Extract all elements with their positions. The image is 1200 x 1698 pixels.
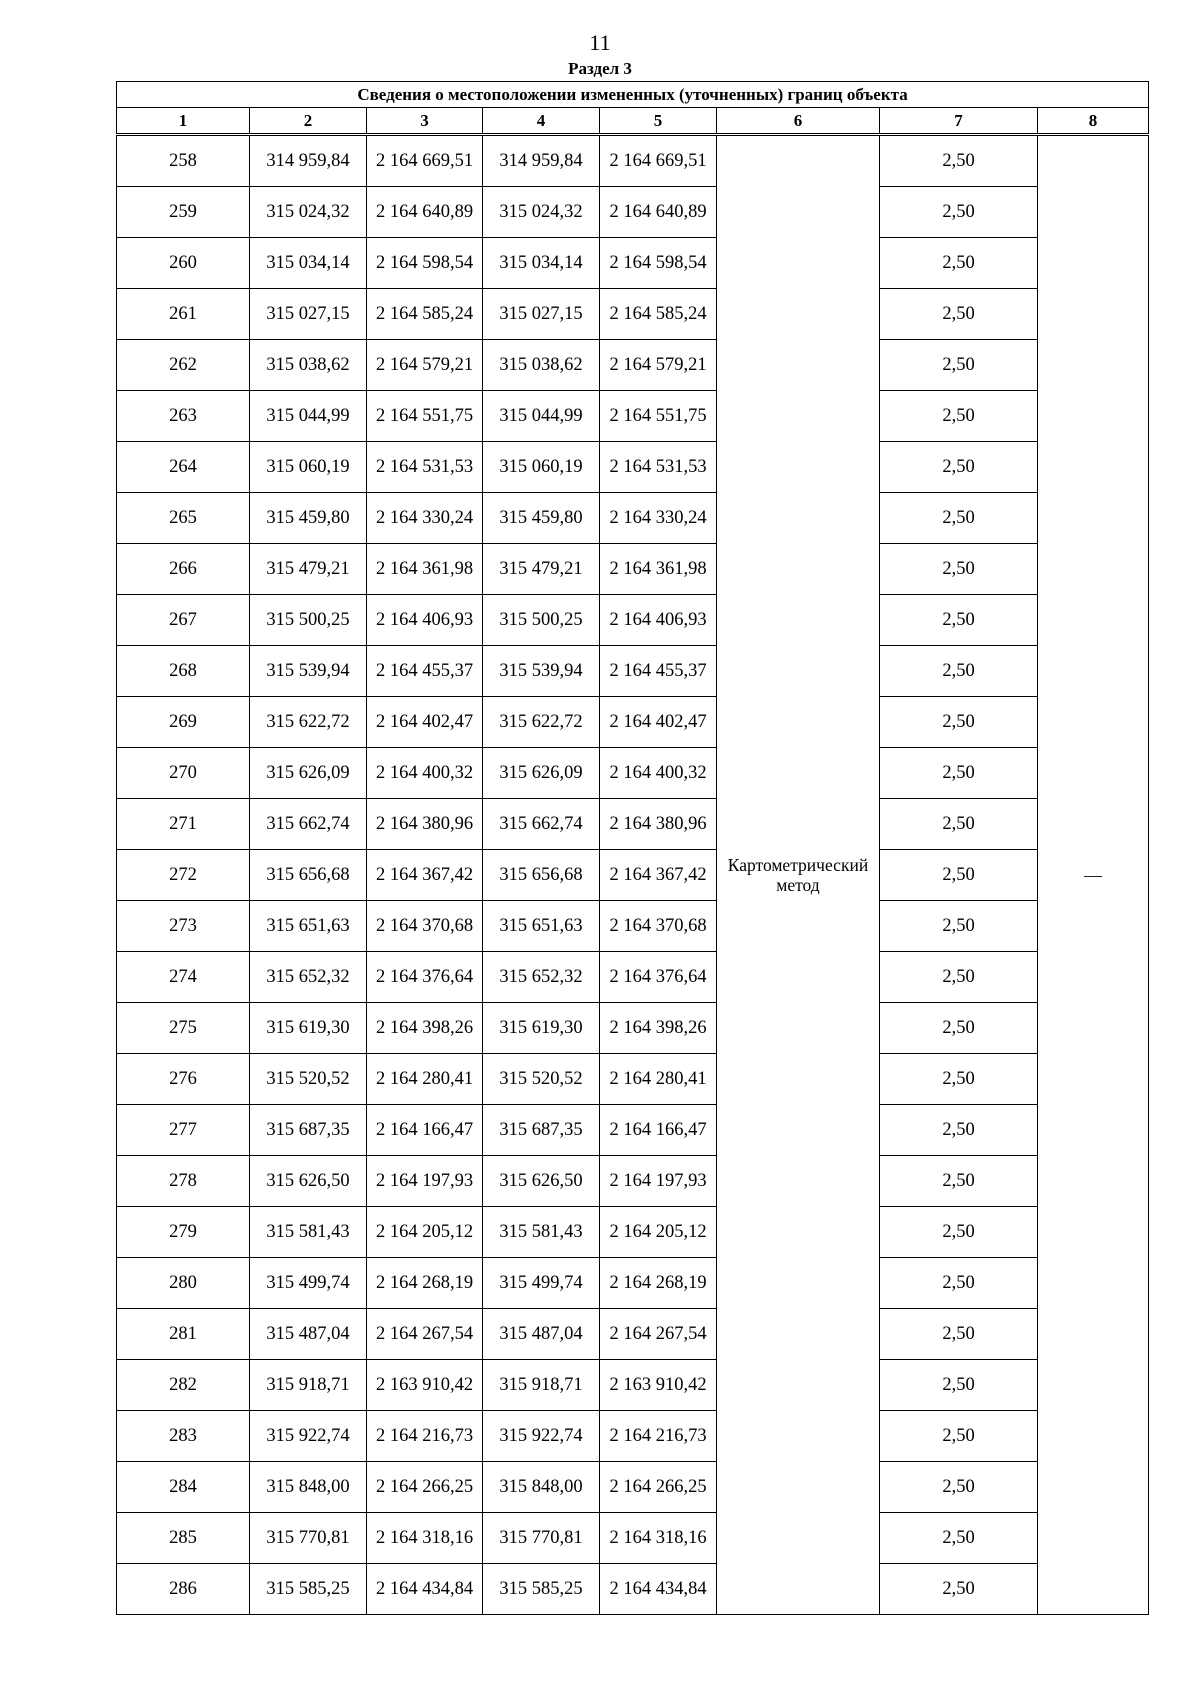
y-existing-cell: 2 164 598,54	[367, 238, 483, 289]
x-existing-cell: 315 581,43	[250, 1207, 367, 1258]
precision-cell: 2,50	[880, 1258, 1038, 1309]
x-existing-cell: 315 060,19	[250, 442, 367, 493]
y-existing-cell: 2 164 585,24	[367, 289, 483, 340]
y-new-cell: 2 164 267,54	[600, 1309, 717, 1360]
x-new-cell: 315 581,43	[483, 1207, 600, 1258]
y-new-cell: 2 164 398,26	[600, 1003, 717, 1054]
table-row	[117, 1309, 1149, 1360]
table-row	[117, 493, 1149, 544]
table-row	[117, 238, 1149, 289]
point-number-cell: 279	[117, 1207, 250, 1258]
x-existing-cell: 315 459,80	[250, 493, 367, 544]
x-new-cell: 315 459,80	[483, 493, 600, 544]
table-caption: Сведения о местоположении измененных (уточненных) границ объекта	[117, 82, 1149, 108]
table-row	[117, 1462, 1149, 1513]
x-new-cell: 315 539,94	[483, 646, 600, 697]
x-new-cell: 314 959,84	[483, 135, 600, 187]
point-number-cell: 266	[117, 544, 250, 595]
y-new-cell: 2 164 455,37	[600, 646, 717, 697]
precision-cell: 2,50	[880, 595, 1038, 646]
y-new-cell: 2 164 280,41	[600, 1054, 717, 1105]
precision-cell: 2,50	[880, 901, 1038, 952]
point-number-cell: 272	[117, 850, 250, 901]
y-existing-cell: 2 164 330,24	[367, 493, 483, 544]
y-existing-cell: 2 164 205,12	[367, 1207, 483, 1258]
x-new-cell: 315 500,25	[483, 595, 600, 646]
y-existing-cell: 2 164 367,42	[367, 850, 483, 901]
column-number-8: 8	[1038, 108, 1149, 135]
table-row	[117, 340, 1149, 391]
x-new-cell: 315 487,04	[483, 1309, 600, 1360]
x-new-cell: 315 656,68	[483, 850, 600, 901]
point-number-cell: 284	[117, 1462, 250, 1513]
x-new-cell: 315 770,81	[483, 1513, 600, 1564]
y-new-cell: 2 164 531,53	[600, 442, 717, 493]
point-number-cell: 265	[117, 493, 250, 544]
x-existing-cell: 315 034,14	[250, 238, 367, 289]
y-existing-cell: 2 164 669,51	[367, 135, 483, 187]
point-number-cell: 275	[117, 1003, 250, 1054]
y-existing-cell: 2 164 361,98	[367, 544, 483, 595]
x-existing-cell: 315 024,32	[250, 187, 367, 238]
x-new-cell: 315 922,74	[483, 1411, 600, 1462]
y-existing-cell: 2 164 318,16	[367, 1513, 483, 1564]
x-existing-cell: 314 959,84	[250, 135, 367, 187]
precision-cell: 2,50	[880, 1309, 1038, 1360]
x-existing-cell: 315 622,72	[250, 697, 367, 748]
point-number-cell: 274	[117, 952, 250, 1003]
table-row	[117, 850, 1149, 901]
point-number-cell: 258	[117, 135, 250, 187]
point-number-cell: 283	[117, 1411, 250, 1462]
column-number-5: 5	[600, 108, 717, 135]
precision-cell: 2,50	[880, 1156, 1038, 1207]
x-existing-cell: 315 044,99	[250, 391, 367, 442]
point-number-cell: 263	[117, 391, 250, 442]
x-existing-cell: 315 922,74	[250, 1411, 367, 1462]
y-new-cell: 2 164 166,47	[600, 1105, 717, 1156]
point-number-cell: 285	[117, 1513, 250, 1564]
table-caption-row	[117, 82, 1149, 108]
point-number-cell: 262	[117, 340, 250, 391]
precision-cell: 2,50	[880, 1207, 1038, 1258]
coordinates-table	[116, 81, 1149, 1615]
y-existing-cell: 2 164 434,84	[367, 1564, 483, 1615]
section-title: Раздел 3	[568, 59, 632, 78]
y-new-cell: 2 164 367,42	[600, 850, 717, 901]
y-existing-cell: 2 164 402,47	[367, 697, 483, 748]
x-existing-cell: 315 656,68	[250, 850, 367, 901]
point-number-cell: 267	[117, 595, 250, 646]
y-new-cell: 2 164 400,32	[600, 748, 717, 799]
x-existing-cell: 315 027,15	[250, 289, 367, 340]
y-existing-cell: 2 164 267,54	[367, 1309, 483, 1360]
point-number-cell: 260	[117, 238, 250, 289]
x-new-cell: 315 918,71	[483, 1360, 600, 1411]
point-number-cell: 273	[117, 901, 250, 952]
precision-cell: 2,50	[880, 952, 1038, 1003]
y-existing-cell: 2 164 531,53	[367, 442, 483, 493]
y-existing-cell: 2 163 910,42	[367, 1360, 483, 1411]
column-number-row	[117, 108, 1149, 135]
precision-cell: 2,50	[880, 1054, 1038, 1105]
y-existing-cell: 2 164 398,26	[367, 1003, 483, 1054]
page-number: 11	[589, 30, 611, 55]
table-row	[117, 1003, 1149, 1054]
precision-cell: 2,50	[880, 135, 1038, 187]
x-new-cell: 315 651,63	[483, 901, 600, 952]
precision-cell: 2,50	[880, 1105, 1038, 1156]
y-existing-cell: 2 164 268,19	[367, 1258, 483, 1309]
x-new-cell: 315 044,99	[483, 391, 600, 442]
point-number-cell: 268	[117, 646, 250, 697]
x-new-cell: 315 626,50	[483, 1156, 600, 1207]
column-8-cell: —	[1038, 135, 1149, 1615]
y-new-cell: 2 164 197,93	[600, 1156, 717, 1207]
table-row	[117, 952, 1149, 1003]
point-number-cell: 286	[117, 1564, 250, 1615]
y-existing-cell: 2 164 406,93	[367, 595, 483, 646]
table-row	[117, 135, 1149, 187]
precision-cell: 2,50	[880, 697, 1038, 748]
precision-cell: 2,50	[880, 748, 1038, 799]
x-existing-cell: 315 585,25	[250, 1564, 367, 1615]
precision-cell: 2,50	[880, 289, 1038, 340]
x-new-cell: 315 499,74	[483, 1258, 600, 1309]
x-new-cell: 315 027,15	[483, 289, 600, 340]
y-new-cell: 2 164 380,96	[600, 799, 717, 850]
x-existing-cell: 315 479,21	[250, 544, 367, 595]
point-number-cell: 269	[117, 697, 250, 748]
precision-cell: 2,50	[880, 646, 1038, 697]
y-existing-cell: 2 164 400,32	[367, 748, 483, 799]
y-existing-cell: 2 164 166,47	[367, 1105, 483, 1156]
y-new-cell: 2 164 551,75	[600, 391, 717, 442]
point-number-cell: 259	[117, 187, 250, 238]
y-new-cell: 2 164 640,89	[600, 187, 717, 238]
x-existing-cell: 315 848,00	[250, 1462, 367, 1513]
x-existing-cell: 315 651,63	[250, 901, 367, 952]
point-number-cell: 277	[117, 1105, 250, 1156]
y-existing-cell: 2 164 640,89	[367, 187, 483, 238]
x-new-cell: 315 038,62	[483, 340, 600, 391]
table-row	[117, 1411, 1149, 1462]
table-row	[117, 901, 1149, 952]
table-row	[117, 289, 1149, 340]
table-row	[117, 1513, 1149, 1564]
table-row	[117, 595, 1149, 646]
point-number-cell: 282	[117, 1360, 250, 1411]
precision-cell: 2,50	[880, 1360, 1038, 1411]
y-new-cell: 2 164 598,54	[600, 238, 717, 289]
x-new-cell: 315 479,21	[483, 544, 600, 595]
y-new-cell: 2 164 361,98	[600, 544, 717, 595]
table-row	[117, 646, 1149, 697]
precision-cell: 2,50	[880, 1462, 1038, 1513]
x-existing-cell: 315 619,30	[250, 1003, 367, 1054]
x-existing-cell: 315 770,81	[250, 1513, 367, 1564]
column-number-6: 6	[717, 108, 880, 135]
x-new-cell: 315 060,19	[483, 442, 600, 493]
y-existing-cell: 2 164 370,68	[367, 901, 483, 952]
column-number-2: 2	[250, 108, 367, 135]
column-number-7: 7	[880, 108, 1038, 135]
x-existing-cell: 315 626,09	[250, 748, 367, 799]
precision-cell: 2,50	[880, 391, 1038, 442]
y-existing-cell: 2 164 376,64	[367, 952, 483, 1003]
y-new-cell: 2 164 585,24	[600, 289, 717, 340]
x-new-cell: 315 626,09	[483, 748, 600, 799]
table-row	[117, 391, 1149, 442]
x-existing-cell: 315 687,35	[250, 1105, 367, 1156]
x-new-cell: 315 622,72	[483, 697, 600, 748]
y-new-cell: 2 164 318,16	[600, 1513, 717, 1564]
column-number-1: 1	[117, 108, 250, 135]
table-row	[117, 1156, 1149, 1207]
y-existing-cell: 2 164 551,75	[367, 391, 483, 442]
x-existing-cell: 315 626,50	[250, 1156, 367, 1207]
precision-cell: 2,50	[880, 850, 1038, 901]
precision-cell: 2,50	[880, 1411, 1038, 1462]
x-existing-cell: 315 539,94	[250, 646, 367, 697]
point-number-cell: 278	[117, 1156, 250, 1207]
table-row	[117, 1207, 1149, 1258]
y-existing-cell: 2 164 266,25	[367, 1462, 483, 1513]
method-cell: Картометрический метод	[717, 135, 880, 1615]
point-number-cell: 261	[117, 289, 250, 340]
y-new-cell: 2 164 266,25	[600, 1462, 717, 1513]
x-new-cell: 315 034,14	[483, 238, 600, 289]
x-new-cell: 315 585,25	[483, 1564, 600, 1615]
column-number-3: 3	[367, 108, 483, 135]
precision-cell: 2,50	[880, 493, 1038, 544]
table-row	[117, 187, 1149, 238]
table-row	[117, 1564, 1149, 1615]
x-existing-cell: 315 520,52	[250, 1054, 367, 1105]
point-number-cell: 264	[117, 442, 250, 493]
y-new-cell: 2 164 370,68	[600, 901, 717, 952]
table-row	[117, 544, 1149, 595]
x-existing-cell: 315 652,32	[250, 952, 367, 1003]
table-row	[117, 1360, 1149, 1411]
x-new-cell: 315 687,35	[483, 1105, 600, 1156]
y-new-cell: 2 163 910,42	[600, 1360, 717, 1411]
y-new-cell: 2 164 402,47	[600, 697, 717, 748]
precision-cell: 2,50	[880, 442, 1038, 493]
y-existing-cell: 2 164 280,41	[367, 1054, 483, 1105]
y-existing-cell: 2 164 380,96	[367, 799, 483, 850]
table-body	[117, 135, 1149, 1615]
x-new-cell: 315 024,32	[483, 187, 600, 238]
x-existing-cell: 315 499,74	[250, 1258, 367, 1309]
y-existing-cell: 2 164 197,93	[367, 1156, 483, 1207]
y-new-cell: 2 164 268,19	[600, 1258, 717, 1309]
y-new-cell: 2 164 376,64	[600, 952, 717, 1003]
x-existing-cell: 315 918,71	[250, 1360, 367, 1411]
point-number-cell: 280	[117, 1258, 250, 1309]
precision-cell: 2,50	[880, 340, 1038, 391]
x-existing-cell: 315 500,25	[250, 595, 367, 646]
x-new-cell: 315 652,32	[483, 952, 600, 1003]
y-existing-cell: 2 164 455,37	[367, 646, 483, 697]
table-row	[117, 1054, 1149, 1105]
precision-cell: 2,50	[880, 187, 1038, 238]
y-new-cell: 2 164 205,12	[600, 1207, 717, 1258]
precision-cell: 2,50	[880, 1564, 1038, 1615]
precision-cell: 2,50	[880, 1513, 1038, 1564]
table-row	[117, 442, 1149, 493]
point-number-cell: 270	[117, 748, 250, 799]
precision-cell: 2,50	[880, 799, 1038, 850]
table-row	[117, 1105, 1149, 1156]
precision-cell: 2,50	[880, 238, 1038, 289]
x-existing-cell: 315 038,62	[250, 340, 367, 391]
table-row	[117, 1258, 1149, 1309]
column-number-4: 4	[483, 108, 600, 135]
precision-cell: 2,50	[880, 544, 1038, 595]
x-new-cell: 315 520,52	[483, 1054, 600, 1105]
x-existing-cell: 315 487,04	[250, 1309, 367, 1360]
point-number-cell: 271	[117, 799, 250, 850]
y-new-cell: 2 164 330,24	[600, 493, 717, 544]
precision-cell: 2,50	[880, 1003, 1038, 1054]
y-new-cell: 2 164 406,93	[600, 595, 717, 646]
y-existing-cell: 2 164 579,21	[367, 340, 483, 391]
y-new-cell: 2 164 216,73	[600, 1411, 717, 1462]
table-row	[117, 697, 1149, 748]
x-new-cell: 315 662,74	[483, 799, 600, 850]
y-existing-cell: 2 164 216,73	[367, 1411, 483, 1462]
x-new-cell: 315 619,30	[483, 1003, 600, 1054]
y-new-cell: 2 164 669,51	[600, 135, 717, 187]
x-new-cell: 315 848,00	[483, 1462, 600, 1513]
x-existing-cell: 315 662,74	[250, 799, 367, 850]
table-row	[117, 799, 1149, 850]
point-number-cell: 281	[117, 1309, 250, 1360]
point-number-cell: 276	[117, 1054, 250, 1105]
table-row	[117, 748, 1149, 799]
y-new-cell: 2 164 579,21	[600, 340, 717, 391]
y-new-cell: 2 164 434,84	[600, 1564, 717, 1615]
